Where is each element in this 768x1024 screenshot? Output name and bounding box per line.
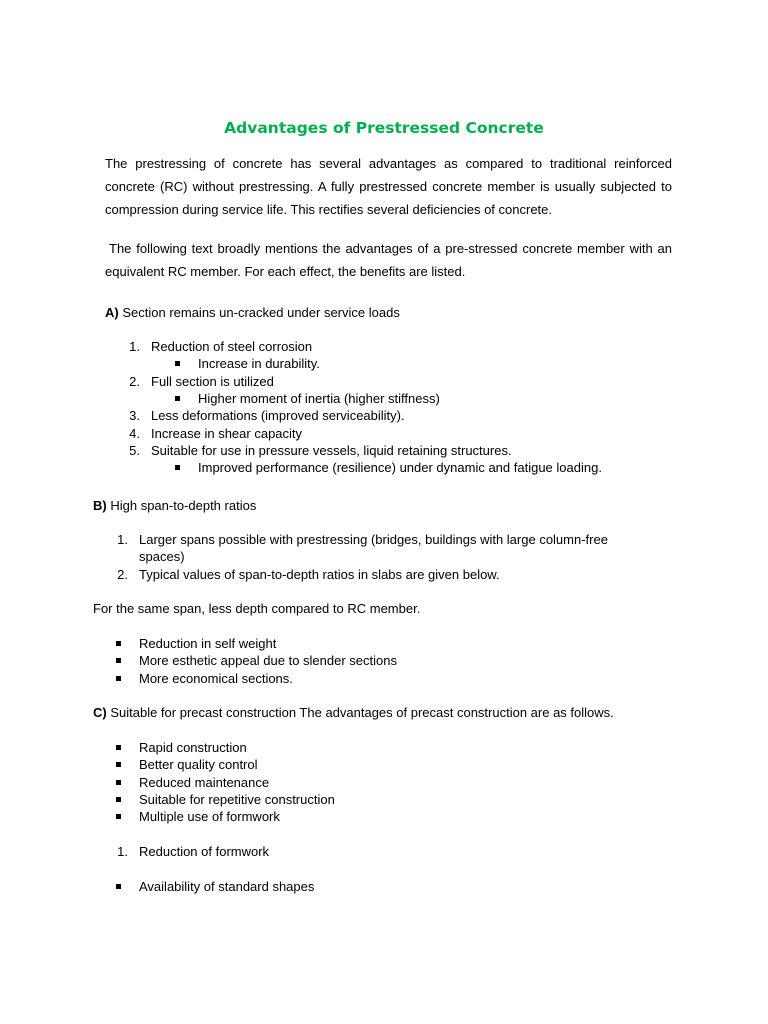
bullet-icon [116, 814, 121, 819]
section-a-heading [105, 304, 400, 321]
section-a-text: Section remains un-cracked under service loads [122, 305, 400, 320]
bullet-icon [116, 780, 121, 785]
sub-list-item: Increase in durability. [198, 356, 320, 371]
list-number: 2. [129, 374, 140, 389]
list-number: 1. [129, 339, 140, 354]
list-number: 1. [117, 532, 128, 547]
section-c-text: Suitable for precast construction The advantages of precast construction are as follows. [110, 705, 614, 720]
list-item: Reduction of formwork [139, 844, 270, 859]
section-c-label: C) [93, 705, 107, 720]
sub-list-item: Higher moment of inertia (higher stiffness) [198, 391, 440, 406]
sub-list-item: Improved performance (resilience) under dynamic and fatigue loading. [198, 460, 602, 475]
bullet-icon [116, 658, 121, 663]
list-number: 3. [129, 408, 140, 423]
list-number: 2. [117, 567, 128, 582]
section-c-heading [93, 704, 614, 721]
bullet-item: Rapid construction [139, 740, 247, 755]
list-item: Increase in shear capacity [151, 426, 303, 441]
list-number: 1. [117, 844, 128, 859]
bullet-icon [175, 361, 180, 366]
list-item-continuation: spaces) [139, 549, 185, 564]
section-b-label: B) [93, 498, 107, 513]
bullet-item: Suitable for repetitive construction [139, 792, 335, 807]
bullet-item: Reduction in self weight [139, 636, 277, 651]
list-number: 5. [129, 443, 140, 458]
list-item: Less deformations (improved serviceability). [151, 408, 405, 423]
bullet-item: More esthetic appeal due to slender sections [139, 653, 397, 668]
bullet-icon [116, 797, 121, 802]
bullet-icon [116, 884, 121, 889]
bullet-item: Better quality control [139, 757, 258, 772]
list-item: Full section is utilized [151, 374, 274, 389]
bullet-icon [116, 676, 121, 681]
section-b-text: High span-to-depth ratios [110, 498, 257, 513]
bullet-icon [116, 641, 121, 646]
document-title: Advantages of Prestressed Concrete [224, 119, 544, 137]
list-item: Suitable for use in pressure vessels, liquid retaining structures. [151, 443, 512, 458]
intro-paragraph: The prestressing of concrete has several advantages as compared to traditional reinforced concrete (RC) without prestressing. A fully prestressed concrete member is usually subjected to compression during service life. This rectifies several deficiencies of concrete. [105, 156, 672, 217]
bullet-item: Availability of standard shapes [139, 879, 315, 894]
list-item: Typical values of span-to-depth ratios in slabs are given below. [139, 567, 500, 582]
bullet-icon [175, 465, 180, 470]
section-a-label: A) [105, 305, 119, 320]
list-number: 4. [129, 426, 140, 441]
bullet-icon [116, 762, 121, 767]
bullet-icon [116, 745, 121, 750]
list-item: Reduction of steel corrosion [151, 339, 313, 354]
list-item: Larger spans possible with prestressing (bridges, buildings with large column-free [139, 532, 608, 547]
section-b-note: For the same span, less depth compared to RC member. [93, 601, 421, 616]
bullet-icon [175, 396, 180, 401]
intro-paragraph-2: The following text broadly mentions the advantages of a pre-stressed concrete member with an equivalent RC member. For each effect, the benefits are listed. [105, 241, 672, 279]
section-b-heading [93, 497, 256, 514]
bullet-item: Reduced maintenance [139, 775, 270, 790]
bullet-item: More economical sections. [139, 671, 293, 686]
bullet-item: Multiple use of formwork [139, 809, 280, 824]
